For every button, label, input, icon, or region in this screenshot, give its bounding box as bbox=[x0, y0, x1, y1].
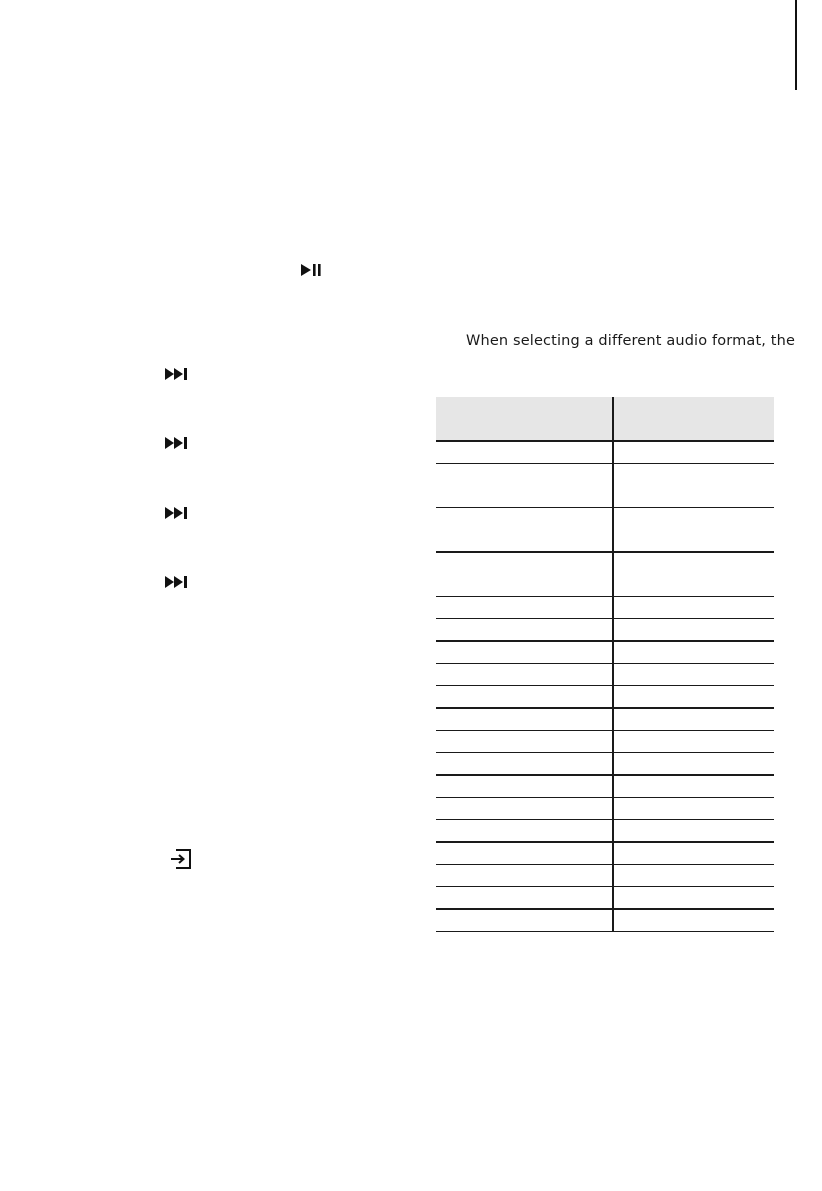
table-row bbox=[436, 552, 774, 597]
input-source-icon bbox=[170, 849, 192, 869]
table-cell bbox=[436, 820, 613, 843]
table-cell bbox=[436, 597, 613, 619]
audio-format-paragraph: When selecting a different audio format, the bbox=[466, 333, 796, 349]
table-cell bbox=[613, 731, 774, 753]
table-cell bbox=[436, 708, 613, 731]
table-cell bbox=[613, 597, 774, 619]
table-row bbox=[436, 820, 774, 843]
table-cell bbox=[436, 798, 613, 820]
table-row bbox=[436, 619, 774, 642]
table-cell bbox=[436, 909, 613, 932]
table-cell bbox=[613, 508, 774, 553]
table-cell bbox=[613, 619, 774, 642]
play-pause-icon bbox=[300, 263, 322, 277]
table-row bbox=[436, 731, 774, 753]
table-row bbox=[436, 753, 774, 776]
page-edge-line bbox=[795, 0, 797, 90]
skip-next-icon bbox=[164, 368, 188, 380]
table-row bbox=[436, 597, 774, 619]
table-cell bbox=[613, 753, 774, 776]
table-cell bbox=[436, 887, 613, 910]
table-cell bbox=[613, 641, 774, 664]
table-cell bbox=[436, 731, 613, 753]
table-row bbox=[436, 887, 774, 910]
table-cell bbox=[436, 842, 613, 865]
skip-next-icon bbox=[164, 576, 188, 588]
table-row bbox=[436, 464, 774, 508]
table-cell bbox=[613, 887, 774, 910]
table-cell bbox=[436, 775, 613, 798]
table-row bbox=[436, 686, 774, 709]
table-cell bbox=[436, 508, 613, 553]
table-row bbox=[436, 798, 774, 820]
table-row bbox=[436, 441, 774, 464]
table-cell bbox=[613, 708, 774, 731]
table-row bbox=[436, 641, 774, 664]
table-cell bbox=[436, 753, 613, 776]
table-cell bbox=[613, 664, 774, 686]
table-header-cell bbox=[613, 397, 774, 441]
table-row bbox=[436, 865, 774, 887]
table-cell bbox=[613, 775, 774, 798]
table-header-row bbox=[436, 397, 774, 441]
table-row bbox=[436, 909, 774, 932]
table-cell bbox=[613, 798, 774, 820]
table-row bbox=[436, 775, 774, 798]
table-cell bbox=[436, 441, 613, 464]
table-cell bbox=[436, 464, 613, 508]
audio-format-table bbox=[436, 397, 774, 932]
skip-next-icon bbox=[164, 507, 188, 519]
table-cell bbox=[613, 909, 774, 932]
table-cell bbox=[613, 552, 774, 597]
table-row bbox=[436, 842, 774, 865]
table-cell bbox=[436, 865, 613, 887]
table-cell bbox=[613, 441, 774, 464]
table-cell bbox=[613, 865, 774, 887]
table-cell bbox=[436, 686, 613, 709]
table-row bbox=[436, 508, 774, 553]
table-cell bbox=[613, 464, 774, 508]
table-row bbox=[436, 664, 774, 686]
table-cell bbox=[436, 664, 613, 686]
table-header-cell bbox=[436, 397, 613, 441]
table-row bbox=[436, 708, 774, 731]
table-cell bbox=[436, 641, 613, 664]
table-cell bbox=[436, 619, 613, 642]
table-cell bbox=[613, 686, 774, 709]
table-cell bbox=[613, 842, 774, 865]
table-cell bbox=[436, 552, 613, 597]
table-cell bbox=[613, 820, 774, 843]
skip-next-icon bbox=[164, 437, 188, 449]
